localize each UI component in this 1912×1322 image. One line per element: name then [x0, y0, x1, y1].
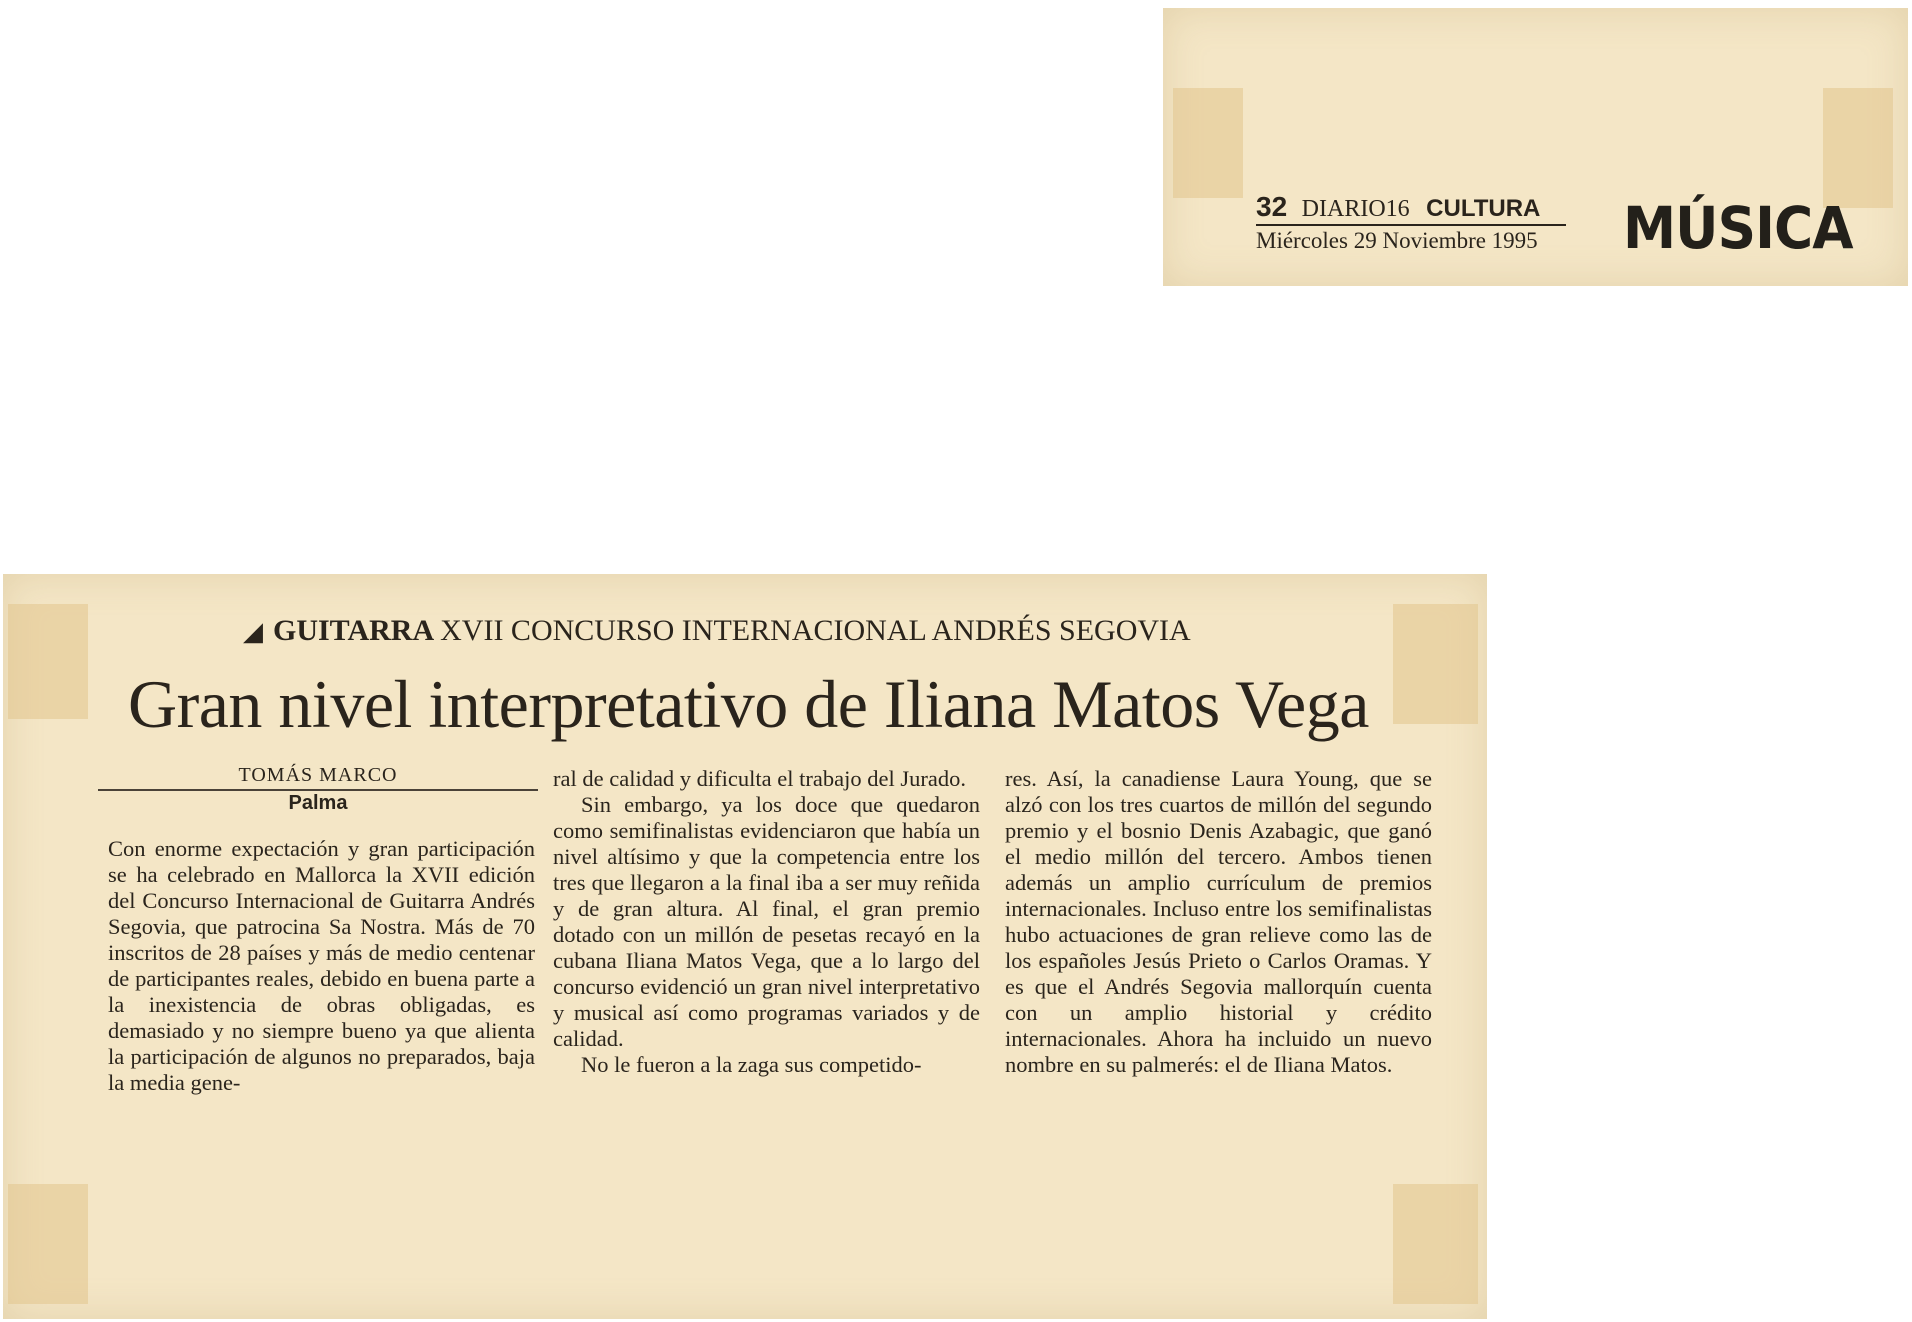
paragraph: Sin embargo, ya los doce que quedaron como semifinalistas evidenciaron que había un nivel altísimo y que la competencia entre los tres que llegaron a la final iba a ser muy reñida y de gran altura. Al final, el gran premio dotado con un millón de pesetas recayó en la cubana Iliana Matos Vega, que a lo largo del concurso evidenció un gran nivel interpretativo y musical así como programas variados y de calidad. — [553, 792, 980, 1051]
paragraph: Con enorme expectación y gran participación se ha celebrado en Mallorca la XVII edición del Concurso Internacional de Guitarra Andrés Segovia, que patrocina Sa Nostra. Más de 70 inscritos de 28 países y más de medio centenar de participantes reales, debido en buena parte a la inexistencia de obras obligadas, es demasiado y no siempre bueno ya que alienta la participación de algunos no preparados, baja la media gene- — [108, 836, 535, 1095]
masthead-line — [1256, 192, 1566, 226]
header-clipping — [1163, 8, 1908, 286]
tape-mark — [1393, 604, 1478, 724]
article-clipping — [3, 574, 1487, 1319]
publication-date: Miércoles 29 Noviembre 1995 — [1256, 228, 1538, 253]
article-column-2 — [553, 766, 980, 1078]
paragraph: ral de calidad y dificulta el trabajo del Jurado. — [553, 766, 966, 791]
tape-mark — [8, 1184, 88, 1304]
article-headline: Gran nivel interpretativo de Iliana Matos Vega — [128, 666, 1369, 742]
newspaper-name: DIARIO16 — [1301, 196, 1410, 222]
article-column-3 — [1005, 766, 1432, 1078]
triangle-icon: ◢ — [243, 617, 263, 646]
tape-mark — [1173, 88, 1243, 198]
byline — [98, 764, 538, 791]
tape-mark — [8, 604, 88, 719]
article-column-1 — [108, 836, 535, 1096]
kicker-topic: GUITARRA — [273, 614, 435, 647]
tape-mark — [1823, 88, 1893, 208]
author-name: TOMÁS MARCO — [238, 764, 398, 786]
tape-mark — [1393, 1184, 1478, 1304]
paragraph: No le fueron a la zaga sus competido- — [581, 1052, 922, 1077]
section-name: CULTURA — [1426, 195, 1541, 222]
dateline-location: Palma — [288, 792, 348, 814]
article-kicker — [243, 614, 1191, 648]
kicker-text: XVII CONCURSO INTERNACIONAL ANDRÉS SEGOVIA — [440, 614, 1191, 647]
page-number: 32 — [1256, 191, 1288, 222]
section-title: MÚSICA — [1623, 194, 1853, 262]
paragraph: res. Así, la canadiense Laura Young, que se alzó con los tres cuartos de millón del segundo premio y el bosnio Denis Azabagic, que ganó el medio millón del tercero. Ambos tienen además un amplio currículum de premios internacionales. Incluso entre los semifinalistas hubo actuaciones de gran relieve como las de los españoles Jesús Prieto o Carlos Oramas. Y es que el Andrés Segovia mallorquín cuenta con un amplio historial y crédito internacionales. Ahora ha incluido un nuevo nombre en su palmerés: el de Iliana Matos. — [1005, 766, 1432, 1077]
